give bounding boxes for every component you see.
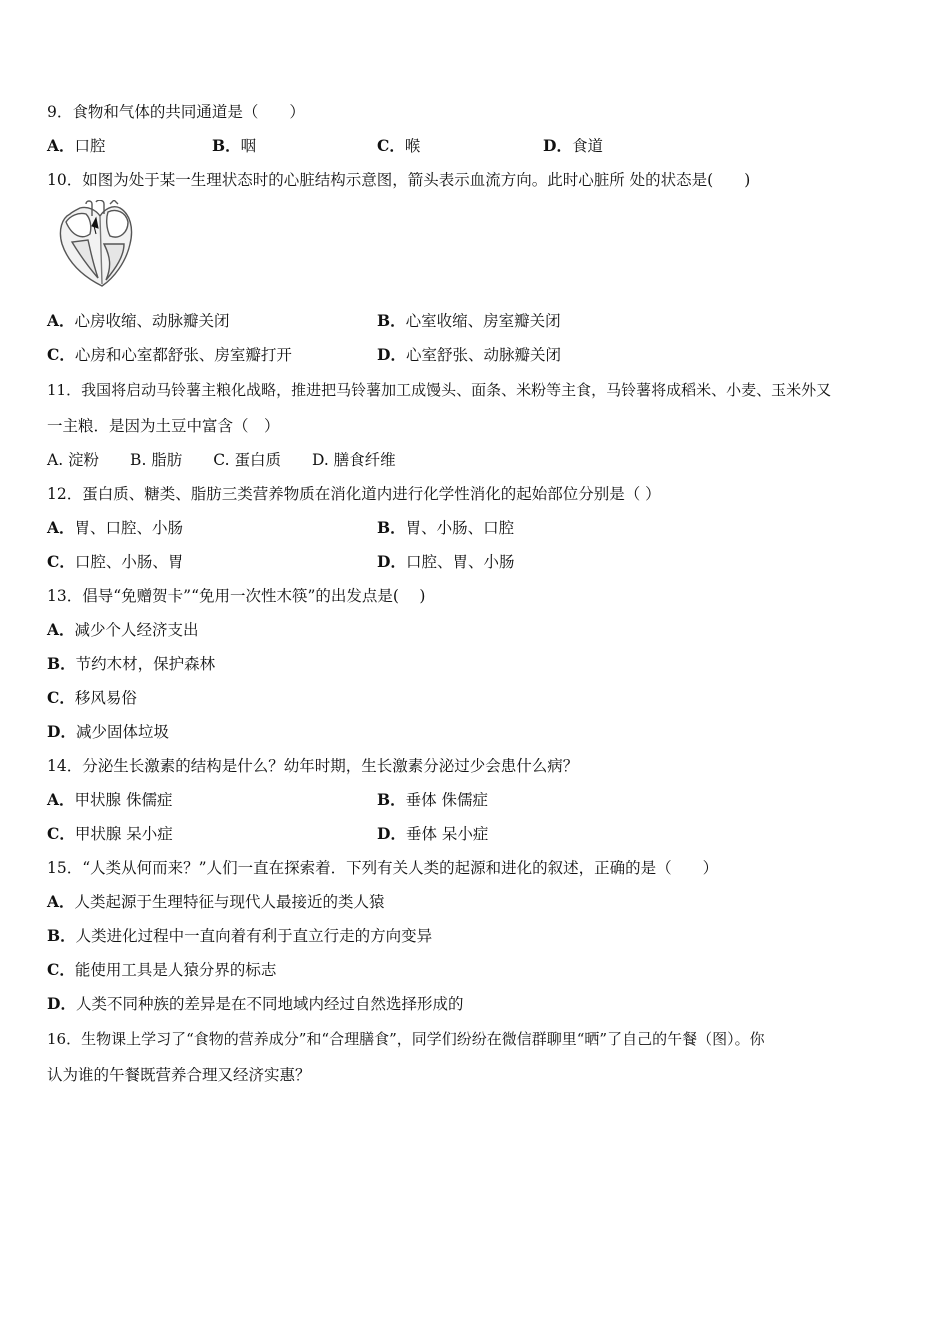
q13-option-a: A．减少个人经济支出 <box>47 620 199 639</box>
q16-stem-line2: 认为谁的午餐既营养合理又经济实惠？ <box>47 1066 311 1084</box>
q12-option-d: D．口腔、胃、小肠 <box>377 552 515 571</box>
q11-stem-line1: 11．我国将启动马铃薯主粮化战略，推进把马铃薯加工成馒头、面条、米粉等主食，马铃薯将成稻米、小麦、玉米外又 <box>47 381 832 399</box>
q14-option-b: B．垂体 侏儒症 <box>377 790 489 809</box>
q9-option-d: D．食道 <box>543 136 603 155</box>
q9-option-b: B．咽 <box>212 136 257 155</box>
q11-stem-line2: 一主粮．是因为土豆中富含（ ） <box>47 417 280 435</box>
q9-stem: 9．食物和气体的共同通道是（ ） <box>47 103 305 121</box>
q15-option-b: B．人类进化过程中一直向着有利于直立行走的方向变异 <box>47 926 433 945</box>
q14-option-d: D．垂体 呆小症 <box>377 824 489 843</box>
q16-stem-line1: 16．生物课上学习了“食物的营养成分”和“合理膳食”，同学们纷纷在微信群聊里“晒”了自己的午餐（图）。你 <box>47 1030 765 1048</box>
q14-stem: 14．分泌生长激素的结构是什么？幼年时期，生长激素分泌过少会患什么病？ <box>47 757 579 775</box>
q15-option-a: A．人类起源于生理特征与现代人最接近的类人猿 <box>47 892 385 911</box>
q13-option-b: B．节约木材，保护森林 <box>47 654 216 673</box>
q10-option-a: A．心房收缩、动脉瓣关闭 <box>47 311 230 330</box>
q12-option-a: A．胃、口腔、小肠 <box>47 518 184 537</box>
q14-option-c: C．甲状腺 呆小症 <box>47 824 173 843</box>
heart-diagram-icon <box>52 200 138 292</box>
q10-option-c: C．心房和心室都舒张、房室瓣打开 <box>47 345 292 364</box>
q12-option-b: B．胃、小肠、口腔 <box>377 518 515 537</box>
q13-stem: 13．倡导“免赠贺卡”“免用一次性木筷”的出发点是( ) <box>47 587 426 605</box>
q12-stem: 12．蛋白质、糖类、脂肪三类营养物质在消化道内进行化学性消化的起始部位分别是（ ） <box>47 485 661 503</box>
q9-option-a: A．口腔 <box>47 136 106 155</box>
q15-stem: 15．“人类从何而来？”人们一直在探索着．下列有关人类的起源和进化的叙述，正确的是（ ） <box>47 859 719 877</box>
q15-option-c: C．能使用工具是人猿分界的标志 <box>47 960 277 979</box>
q13-option-c: C．移风易俗 <box>47 688 137 707</box>
q12-option-c: C．口腔、小肠、胃 <box>47 552 184 571</box>
q10-option-b: B．心室收缩、房室瓣关闭 <box>377 311 561 330</box>
q14-option-a: A．甲状腺 侏儒症 <box>47 790 173 809</box>
q9-option-c: C．喉 <box>377 136 421 155</box>
q10-stem: 10．如图为处于某一生理状态时的心脏结构示意图，箭头表示血流方向。此时心脏所 处的状态是( ) <box>47 171 751 189</box>
q13-option-d: D．减少固体垃圾 <box>47 722 169 741</box>
q15-option-d: D．人类不同种族的差异是在不同地域内经过自然选择形成的 <box>47 994 464 1013</box>
q10-option-d: D．心室舒张、动脉瓣关闭 <box>377 345 561 364</box>
q11-options: A. 淀粉 B. 脂肪 C. 蛋白质 D. 膳食纤维 <box>47 451 396 469</box>
